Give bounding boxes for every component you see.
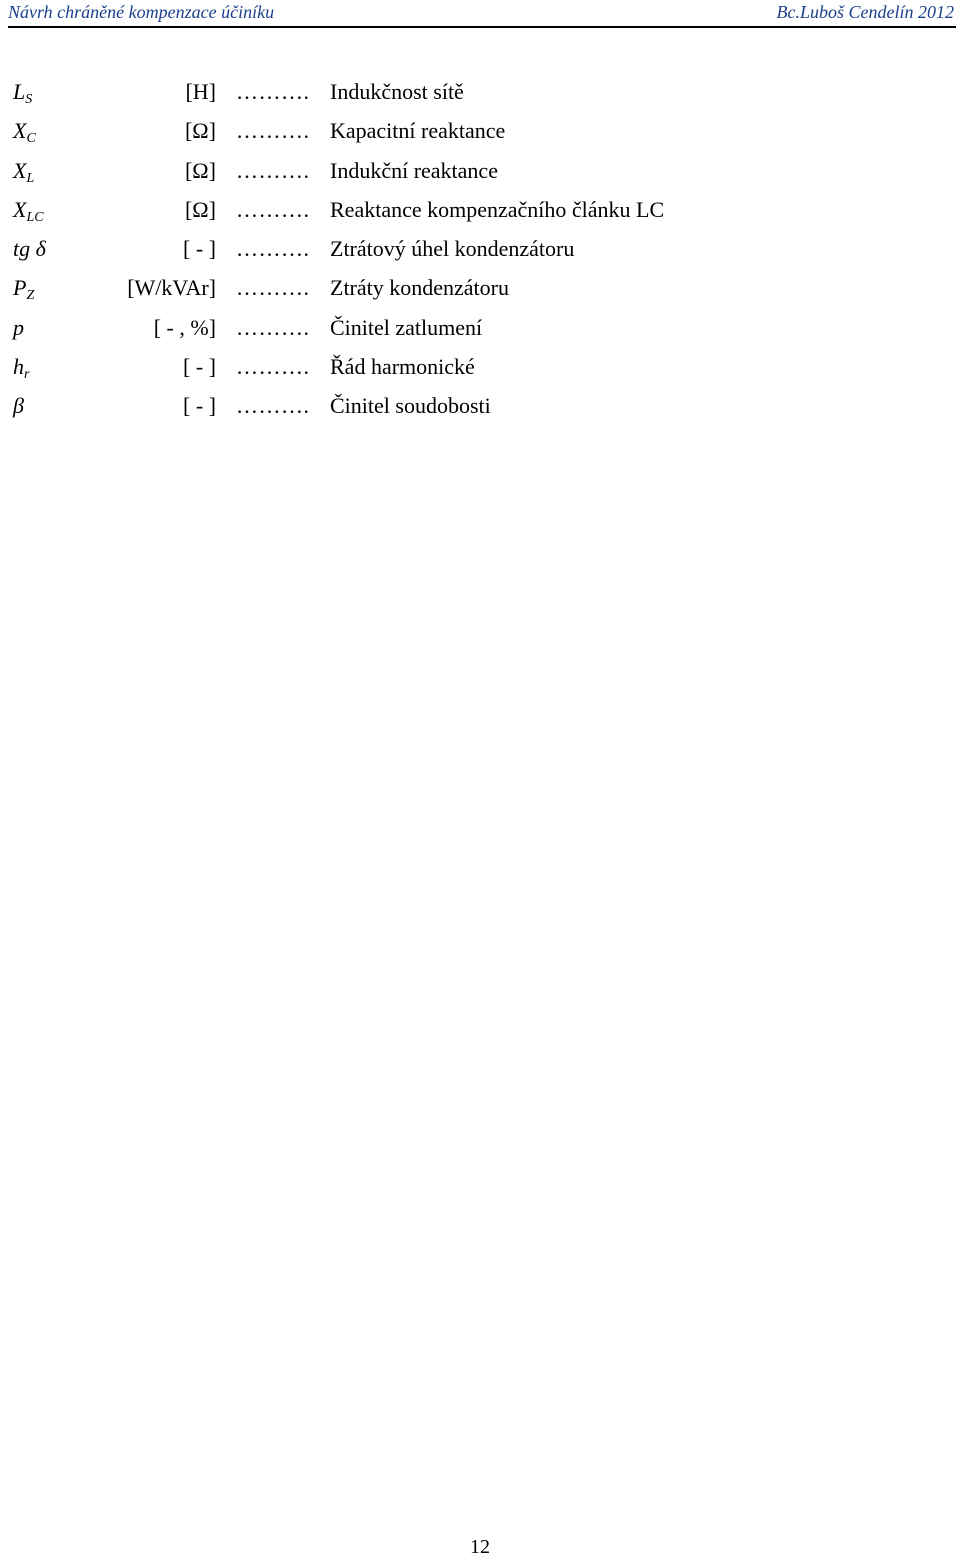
leader-dots: ………. xyxy=(236,393,310,419)
symbol-unit: [Ω] xyxy=(184,118,216,144)
leader-dots: ………. xyxy=(236,236,310,262)
symbol-description: Činitel soudobosti xyxy=(330,393,491,419)
symbol-unit: [Ω] xyxy=(184,196,216,222)
symbol: tg δ xyxy=(13,236,46,262)
symbol-row xyxy=(0,229,960,268)
symbol-description: Ztrátový úhel kondenzátoru xyxy=(330,236,575,262)
symbol-unit: [ - , %] xyxy=(153,314,216,340)
symbol: $X_{LC}$ xyxy=(13,196,44,225)
symbol: β xyxy=(13,393,24,419)
leader-dots: ………. xyxy=(236,354,310,380)
symbol: $X_L$ xyxy=(13,157,35,186)
symbol-unit: [W/kVAr] xyxy=(127,275,216,301)
page-header xyxy=(8,0,956,28)
symbol-row xyxy=(0,386,960,425)
symbol-description: Řád harmonické xyxy=(330,354,475,380)
symbol-description: Činitel zatlumení xyxy=(330,314,483,340)
symbol: $P_Z$ xyxy=(13,275,35,304)
symbol-row xyxy=(0,151,960,190)
header-author: Bc.Luboš Cendelín 2012 xyxy=(776,2,954,22)
symbol-unit: [ - ] xyxy=(183,354,216,380)
symbol-description: Reaktance kompenzačního článku LC xyxy=(330,196,665,222)
symbol: $h_r$ xyxy=(13,354,30,383)
symbol-unit: [H] xyxy=(185,79,216,104)
leader-dots: ………. xyxy=(236,196,310,222)
leader-dots: ………. xyxy=(236,157,310,183)
symbol-row xyxy=(0,347,960,386)
symbol-unit: [ - ] xyxy=(183,393,216,419)
symbol-row xyxy=(0,111,960,150)
symbol-row xyxy=(0,190,960,229)
symbol-description: Indukčnost sítě xyxy=(330,79,464,104)
symbol-description: Ztráty kondenzátoru xyxy=(330,275,509,301)
symbol-list xyxy=(0,72,960,426)
page-number: 12 xyxy=(470,1536,490,1558)
symbol-description: Indukční reaktance xyxy=(330,157,498,183)
symbol-row xyxy=(0,72,960,111)
symbol-unit: [Ω] xyxy=(184,157,216,183)
symbol-row xyxy=(0,308,960,347)
symbol-unit: [ - ] xyxy=(183,236,216,262)
symbol-row xyxy=(0,268,960,307)
leader-dots: ………. xyxy=(236,314,310,340)
leader-dots: ………. xyxy=(236,79,310,104)
symbol: p xyxy=(13,314,24,340)
header-title: Návrh chráněné kompenzace účiníku xyxy=(8,2,275,22)
symbol-description: Kapacitní reaktance xyxy=(330,118,506,144)
symbol: $X_C$ xyxy=(13,118,36,147)
leader-dots: ………. xyxy=(236,275,310,301)
leader-dots: ………. xyxy=(236,118,310,144)
symbol: $L_S$ xyxy=(13,79,33,107)
